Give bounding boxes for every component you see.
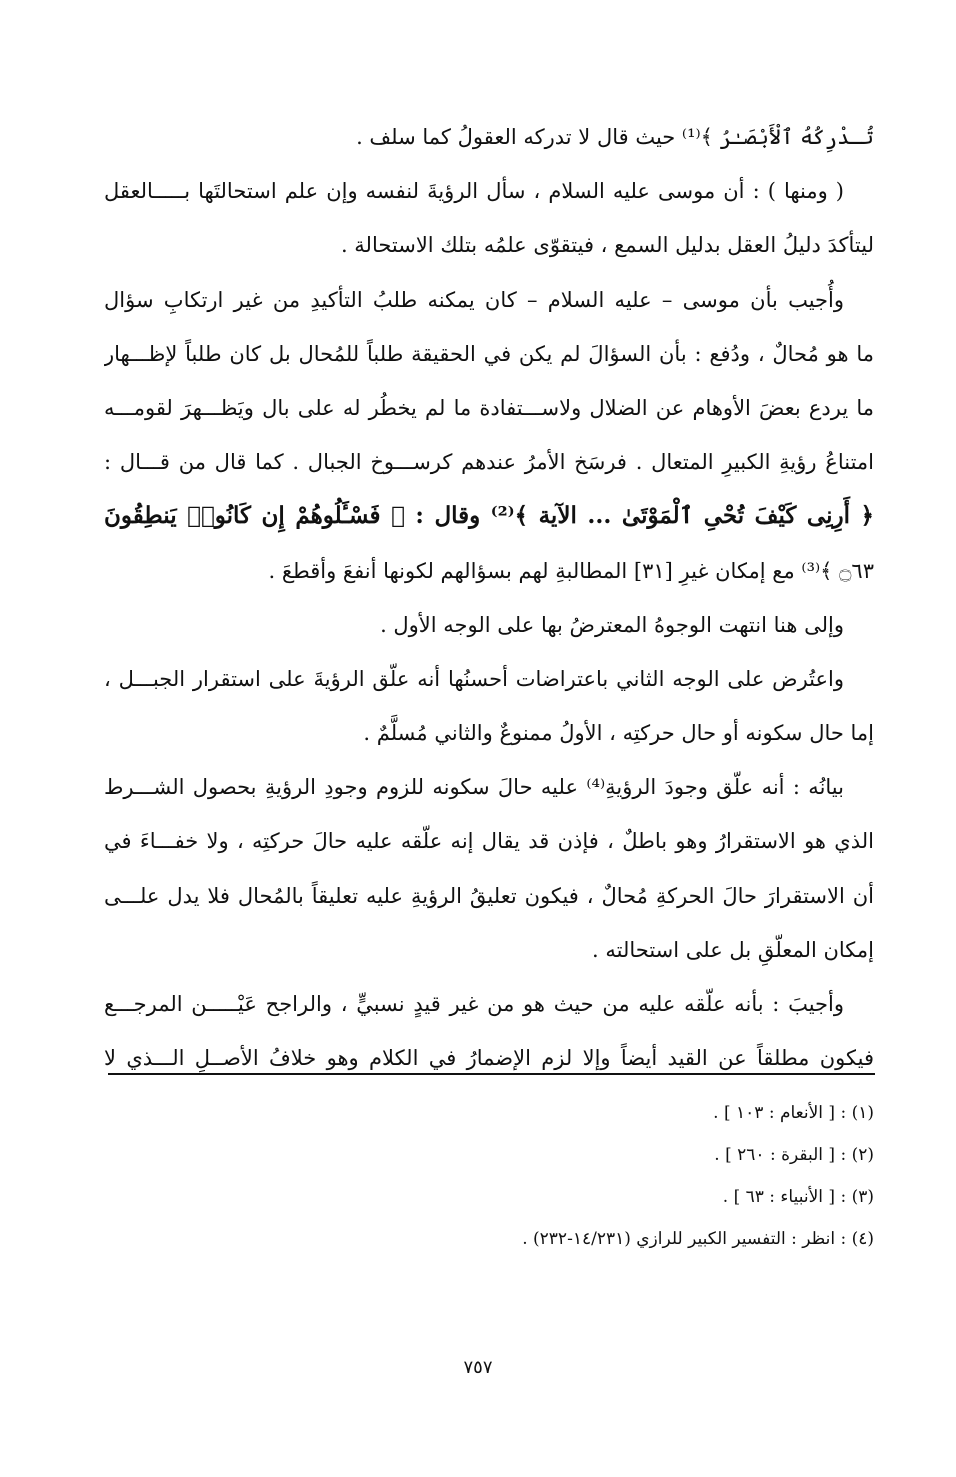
text-line: ليتأكدَ دليلُ العقل بدليل السمع ، فيتقوّى علمُه بتلك الاستحالة . [340, 233, 874, 258]
page-number: ٧٥٧ [463, 1357, 493, 1378]
footnote: (١) : [ الأنعام : ١٠٣ ] . [713, 1103, 874, 1123]
text-line: إمكان المعلّقِ بل على استحالته . [592, 937, 874, 962]
text-line: فيكون مطلقاً عن القيد أيضاً وإلا لزم الإضمارُ في الكلام وهو خلافُ الأصــلِ الـــذي لا [104, 1046, 874, 1071]
quran-verse-line: ﴿ أَرِنِى كَيْفَ تُحْىِ ٱلْمَوْتَىٰ ... الآية ﴾⁽²⁾ وقال : ﴿ فَسْـَٔلُوهُمْ إِن كَانُوا۟ يَنطِقُونَ [104, 502, 874, 530]
text-line: ما يردع بعضَ الأوهام عن الضلال ولاســـتفادة ما لم يخطُر له على بال ويَظـــهرَ لقومـــه [104, 395, 874, 420]
text-line: الذي هو الاستقرارُ وهو باطلٌ ، فإذن قد يقال إنه علّقه عليه حالَ حركتِه ، ولا خفـــاءَ في [104, 829, 874, 854]
text-line: وأُجيب بأن موسى – عليه السلام – كان يمكنه طلبُ التأكيدِ من غير ارتكابِ سؤال [104, 287, 844, 312]
text-line: وأجيبَ : بأنه علّقه عليه من حيث هو من غير قيدٍ نسبيٍّ ، والراجح عَيْـــــن المرجـــع [104, 992, 844, 1016]
text-line: أن الاستقرارَ حالَ الحركةِ مُحالٌ ، فيكون تعليقُ الرؤيةِ عليه تعليقاً بالمُحال فلا يدل علـــى [104, 883, 874, 908]
footnote: (٢) : [ البقرة : ٢٦٠ ] . [714, 1145, 874, 1165]
footnote: (٣) : [ الأنبياء : ٦٣ ] . [722, 1187, 874, 1207]
text-line: امتناعُ رؤيةِ الكبيرِ المتعال . فرسَخ الأمرُ عندهم كرســـوخ الجبال . كما قال من قـــال : [104, 450, 874, 475]
footnotes-block [104, 1092, 874, 1260]
text-line: وإلى هنا انتهت الوجوهُ المعترضُ بها على الوجه الأول . [380, 612, 844, 637]
text-line: ( ومنها ) : أن موسى عليه السلام ، سأل الرؤيةَ لنفسه وإن علم استحالتَها بـــــالعقل [104, 179, 844, 204]
text-line: ۝٦٣ ﴾⁽³⁾ مع إمكان غيرِ [٣١] المطالبةِ لهم بسؤالهم لكونها أنفعَ وأقطعَ . [268, 558, 874, 583]
footnote: (٤) : انظر : التفسير الكبير للرازي (١٤/٢٣١-٢٣٢) . [522, 1229, 874, 1249]
text-line: بيانُه : أنه علّق وجودَ الرؤيةِ⁽⁴⁾ عليه حالَ سكونه للزوم وجودِ الرؤيةِ بحصول الشـــرط [104, 775, 844, 800]
main-text-block [104, 110, 874, 1085]
text-line: إما حال سكونه أو حال حركتِه ، الأولُ ممنوعٌ والثاني مُسلَّمٌ . [363, 721, 874, 746]
text-line: تُـدْرِكُهُ ٱلْأَبْصَـٰرُ ﴾⁽¹⁾ حيث قال لا تدركه العقولُ كما سلف . [356, 125, 874, 149]
text-line: ما هو مُحالٌ ، ودُفع : بأن السؤالَ لم يكن في الحقيقة طلباً للمُحال بل كان طلباً لإظـــهار [104, 341, 874, 366]
text-line: واعتُرض على الوجه الثاني باعتراضات أحسنُها أنه علّق الرؤيةَ على استقرار الجبـــل ، [104, 666, 844, 691]
footnote-divider [108, 1073, 875, 1075]
